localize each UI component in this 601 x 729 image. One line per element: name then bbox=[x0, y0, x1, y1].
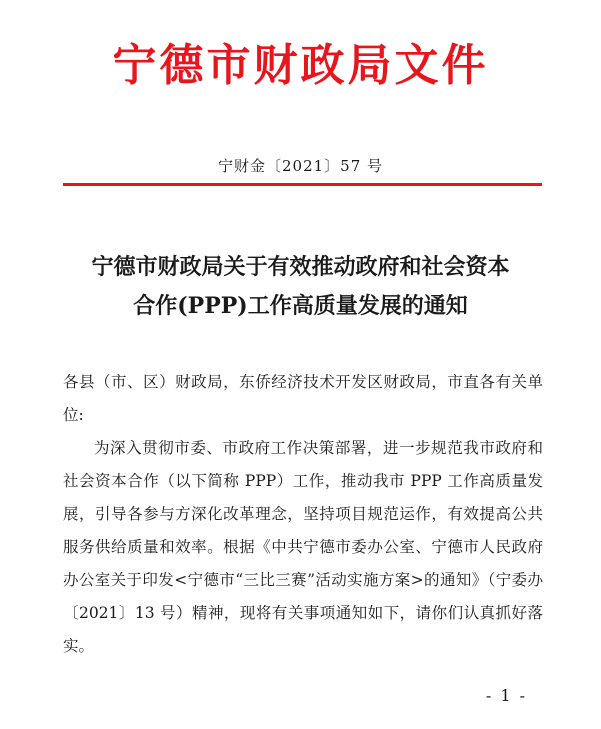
page-number: - 1 - bbox=[485, 686, 527, 705]
notice-title-line-1: 宁德市财政局关于有效推动政府和社会资本 bbox=[91, 254, 510, 280]
notice-title bbox=[40, 248, 561, 326]
salutation: 各县（市、区）财政局，东侨经济技术开发区财政局，市直各有关单位: bbox=[63, 373, 543, 424]
document-number: 宁财金〔2021〕57 号 bbox=[217, 157, 384, 175]
notice-title-line-2: 合作(PPP)工作高质量发展的通知 bbox=[133, 293, 468, 319]
body-text bbox=[63, 366, 543, 663]
body-paragraph: 为深入贯彻市委、市政府工作决策部署，进一步规范我市政府和社会资本合作（以下简称 PPP）工作，推动我市 PPP 工作高质量发展，引导各参与方深化改革理念，坚持项目规范运作，有效提高公共服务供给质量和效率。根据《中共宁德市委办公室、宁德市人民政府办公室关于印发<宁德市“三比三赛”活动实施方案>的通知》（宁委办〔2021〕13 号）精神，现将有关事项通知如下，请你们认真抓好落实。 bbox=[63, 439, 543, 655]
red-divider-line bbox=[63, 183, 542, 186]
document-header-title: 宁德市财政局文件 bbox=[112, 40, 489, 91]
